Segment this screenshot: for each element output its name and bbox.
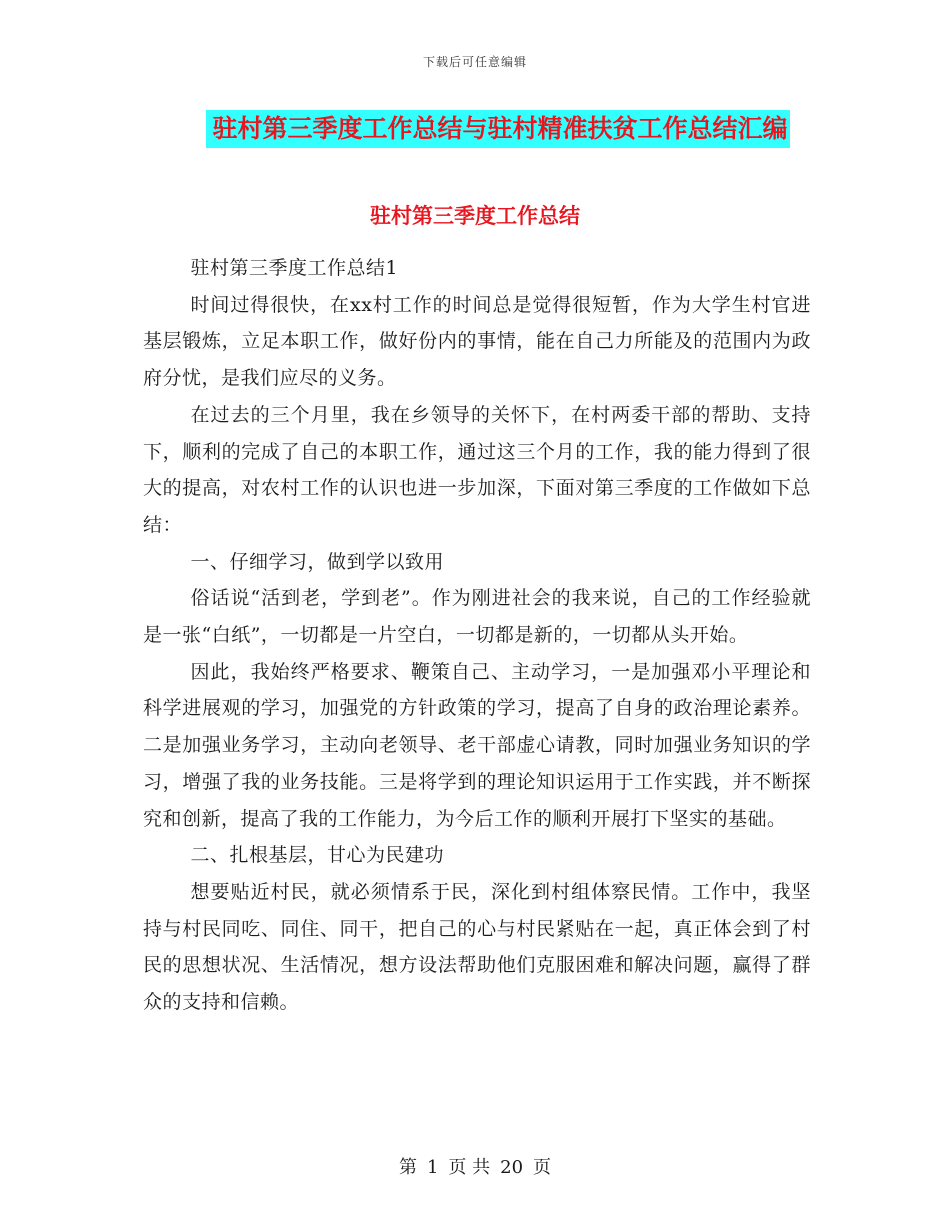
page-footer	[0, 1153, 950, 1179]
header-note: 下载后可任意编辑	[422, 55, 527, 69]
page-mid: 页 共	[448, 1157, 491, 1178]
paragraph-heading: 二、扎根基层，甘心为民建功	[190, 844, 445, 867]
paragraph: 想要贴近村民，就必须情系于民，深化到村组体察民情。工作中，我坚持与村民同吃、同住、同干，把自己的心与村民紧贴在一起，真正体会到了村民的思想状况、生活情况，想方设法帮助他们克服困难和解决问题，赢得了群众的支持和信赖。	[143, 880, 811, 1014]
page-total: 20	[500, 1157, 524, 1178]
section-title: 驻村第三季度工作总结	[370, 204, 580, 228]
page-number: 1	[426, 1157, 439, 1178]
paragraph-subtitle: 驻村第三季度工作总结1	[190, 257, 399, 279]
document-body	[143, 250, 811, 1021]
paragraph: 时间过得很快，在xx村工作的时间总是觉得很短暂，作为大学生村官进基层锻炼，立足本职工作，做好份内的事情，能在自己力所能及的范围内为政府分忧，是我们应尽的义务。	[143, 293, 811, 390]
paragraph: 因此，我始终严格要求、鞭策自己、主动学习，一是加强邓小平理论和科学进展观的学习，加强党的方针政策的学习，提高了自身的政治理论素养。二是加强业务学习，主动向老领导、老干部虚心请教，同时加强业务知识的学习，增强了我的业务技能。三是将学到的理论知识运用于工作实践，并不断探究和创新，提高了我的工作能力，为今后工作的顺利开展打下坚实的基础。	[143, 660, 811, 830]
paragraph: 在过去的三个月里，我在乡领导的关怀下，在村两委干部的帮助、支持下，顺利的完成了自己的本职工作，通过这三个月的工作，我的能力得到了很大的提高，对农村工作的认识也进一步加深，下面对第三季度的工作做如下总结：	[143, 403, 811, 536]
main-title: 驻村第三季度工作总结与驻村精准扶贫工作总结汇编	[206, 110, 789, 148]
main-title-container	[0, 110, 950, 148]
paragraph: 俗话说“活到老，学到老”。作为刚进社会的我来说，自己的工作经验就是一张“白纸”，一切都是一片空白，一切都是新的，一切都从头开始。	[143, 587, 811, 647]
page-prefix: 第	[398, 1157, 417, 1178]
paragraph-heading: 一、仔细学习，做到学以致用	[190, 550, 445, 573]
page-suffix: 页	[533, 1157, 552, 1178]
